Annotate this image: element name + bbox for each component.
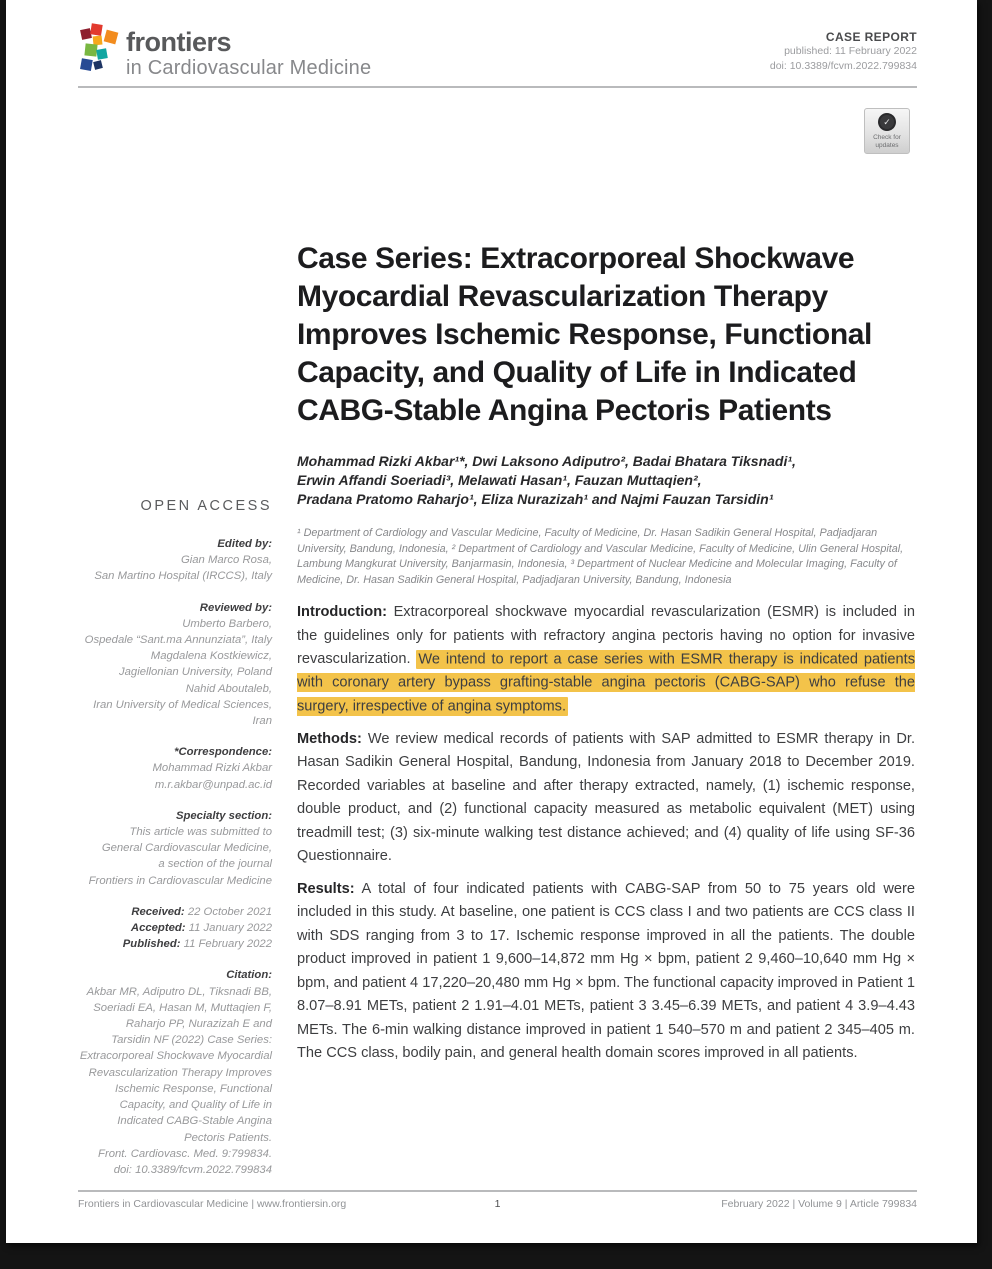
text-line: Capacity, and Quality of Life in — [119, 1099, 272, 1112]
specialty-section-label: Specialty section: — [175, 809, 272, 822]
received-row — [74, 904, 272, 920]
published-value: 11 February 2022 — [183, 938, 272, 951]
text-line: This article was submitted to — [129, 826, 272, 839]
abstract-methods — [297, 728, 915, 869]
specialty-section-block — [74, 808, 272, 889]
publication-meta — [770, 30, 917, 74]
frontiers-logo — [78, 22, 371, 80]
introduction-highlighted-text: We intend to report a case series with ESMR therapy is indicated patients with coronary artery bypass grafting-stable angina pectoris (CABG-SAP) who refuse the surgery, irrespective of angina symptoms. — [297, 651, 915, 715]
edited-by-label: Edited by: — [217, 538, 272, 550]
correspondence-block — [74, 744, 272, 793]
page-number: 1 — [494, 1198, 501, 1210]
text-line: Iran University of Medical Sciences, Iran — [93, 698, 272, 728]
footer-issue-info: February 2022 | Volume 9 | Article 799834 — [721, 1198, 917, 1210]
results-label: Results: — [297, 880, 355, 897]
article-main — [297, 240, 915, 1075]
text-line: Akbar MR, Adiputro DL, Tiksnadi BB, — [86, 985, 272, 998]
reviewed-by-lines — [74, 616, 272, 729]
text-line: Indicated CABG-Stable Angina — [117, 1115, 272, 1128]
text-line: Extracorporeal Shockwave Myocardial — [79, 1050, 272, 1063]
text-line: Raharjo PP, Nurazizah E and — [125, 1018, 272, 1031]
footer-journal-url: Frontiers in Cardiovascular Medicine | www.frontiersin.org — [78, 1198, 347, 1210]
reviewed-by-label: Reviewed by: — [199, 601, 272, 614]
published-row — [74, 936, 272, 952]
badge-label-line2: updates — [875, 141, 899, 149]
accepted-value: 11 January 2022 — [188, 922, 272, 935]
header-divider — [78, 86, 917, 88]
text-line: Tarsidin NF (2022) Case Series: — [111, 1034, 272, 1047]
text-line: Gian Marco Rosa, — [180, 554, 272, 567]
accepted-row — [74, 920, 272, 936]
article-type: CASE REPORT — [825, 30, 917, 44]
text-line: Nahid Aboutaleb, — [185, 682, 272, 695]
journal-wordmark — [126, 22, 371, 80]
citation-label: Citation: — [226, 969, 272, 982]
abstract-results — [297, 878, 915, 1066]
introduction-label: Introduction: — [297, 604, 387, 621]
text-line: Mohammad Rizki Akbar¹*, Dwi Laksono Adiputro², Badai Bhatara Tiksnadi¹, — [297, 453, 796, 469]
open-access-label: OPEN ACCESS — [140, 498, 272, 514]
text-line: Pectoris Patients. — [184, 1131, 272, 1144]
published-label: Published: — [122, 938, 181, 951]
received-label: Received: — [131, 905, 185, 918]
text-line: Magdalena Kostkiewicz, — [150, 650, 272, 663]
check-for-updates-badge[interactable] — [864, 108, 910, 154]
article-title: Case Series: Extracorporeal Shockwave Myocardial Revascularization Therapy Improves Ischemic Response, Functional Capacity, and Quality of Life in Indicated CABG-Stable Angina Pectoris Patients — [297, 242, 872, 427]
frontiers-logo-mark-icon — [78, 22, 120, 78]
text-line: Pradana Pratomo Raharjo¹, Eliza Nurazizah¹ and Najmi Fauzan Tarsidin¹ — [297, 491, 774, 507]
journal-subname: in Cardiovascular Medicine — [126, 57, 372, 79]
dates-block — [74, 904, 272, 953]
text-line: Ospedale “Sant.ma Annunziata”, Italy — [84, 634, 272, 647]
paper-page — [6, 0, 977, 1243]
author-list — [297, 452, 915, 509]
correspondence-label: *Correspondence: — [174, 746, 272, 759]
journal-name: frontiers — [126, 27, 232, 57]
abstract-introduction — [297, 601, 915, 719]
footer-divider — [78, 1190, 917, 1192]
text-line: Ischemic Response, Functional — [115, 1082, 272, 1095]
badge-label — [873, 134, 901, 149]
article-sidebar — [74, 498, 272, 1193]
affiliations: ¹ Department of Cardiology and Vascular Medicine, Faculty of Medicine, Dr. Hasan Sadikin General Hospital, Padjadjaran University, Bandung, Indonesia, ² Department of Cardiology and Vascular Medicine, Faculty of Medicine, Ulin General Hospital, Lambung Mangkurat University, Banjarmasin, Indonesia, ³ Department of Nuclear Medicine and Molecular Imaging, Faculty of Medicine, Dr. Hasan Sadikin General Hospital, Padjadjaran University, Bandung, Indonesia — [297, 527, 904, 586]
reviewed-by-block — [74, 600, 272, 730]
text-line: Mohammad Rizki Akbar — [152, 762, 272, 775]
accepted-label: Accepted: — [130, 922, 186, 935]
text-line: doi: 10.3389/fcvm.2022.799834 — [113, 1163, 272, 1176]
text-line: Umberto Barbero, — [182, 617, 272, 630]
citation-block — [74, 967, 272, 1178]
specialty-section-lines — [74, 824, 272, 889]
methods-text: We review medical records of patients with SAP admitted to ESMR therapy in Dr. Hasan Sadikin General Hospital, Bandung, Indonesia from January 2018 to December 2019. Recorded variables at baseline and after therapy extracted, namely, (1) ischemic response, double product, and (2) functional capacity measured as metabolic equivalent (MET) using treadmill test; (3) six-minute walking test distance achieved; and (4) quality of life using SF-36 Questionnaire. — [297, 730, 915, 865]
doi: doi: 10.3389/fcvm.2022.799834 — [769, 60, 917, 72]
text-line: m.r.akbar@unpad.ac.id — [154, 778, 272, 791]
correspondence-lines — [74, 760, 272, 792]
citation-lines — [74, 984, 272, 1178]
journal-header — [78, 20, 917, 82]
received-value: 22 October 2021 — [187, 905, 272, 918]
text-line: General Cardiovascular Medicine, — [101, 842, 272, 855]
text-line: Jagiellonian University, Poland — [118, 666, 272, 679]
text-line: a section of the journal — [158, 858, 272, 871]
badge-label-line1: Check for — [873, 134, 901, 141]
edited-by-lines — [74, 552, 272, 584]
text-line: Frontiers in Cardiovascular Medicine — [88, 874, 272, 887]
introduction-text: Extracorporeal shockwave myocardial revascularization (ESMR) is included in the guidelines only for patients with refractory angina pectoris having no option for invasive revascularization. — [297, 604, 915, 668]
results-text: A total of four indicated patients with CABG-SAP from 50 to 75 years old were included in this study. At baseline, one patient is CCS class I and two patients are CCS class II with SDS ranging from 3 to 17. Ischemic response improved in all the patients. The double product improved in patient 1 9,600–14,872 mm Hg × bpm, patient 2 9,460–10,640 mm Hg × bpm, and patient 4 17,220–20,480 mm Hg × bpm. The functional capacity improved in Patient 1 8.07–8.91 METs, patient 2 1.91–4.01 METs, patient 3 3.45–6.39 METs, and patient 4 3.9–4.43 METs. The 6-min walking distance improved in patient 1 540–570 m and patient 2 345–405 m. The CCS class, bodily pain, and general health domain scores improved in all patients. — [297, 880, 915, 1062]
text-line: Front. Cardiovasc. Med. 9:799834. — [98, 1147, 272, 1160]
crossmark-icon: ✓ — [878, 113, 896, 131]
text-line: Revascularization Therapy Improves — [88, 1066, 272, 1079]
text-line: San Martino Hospital (IRCCS), Italy — [94, 570, 272, 583]
text-line: Erwin Affandi Soeriadi³, Melawati Hasan¹, Fauzan Muttaqien², — [297, 472, 702, 488]
text-line: Soeriadi EA, Hasan M, Muttaqien F, — [93, 1001, 272, 1014]
published-date: published: 11 February 2022 — [784, 45, 917, 57]
edited-by-block — [74, 536, 272, 585]
methods-label: Methods: — [297, 730, 362, 747]
